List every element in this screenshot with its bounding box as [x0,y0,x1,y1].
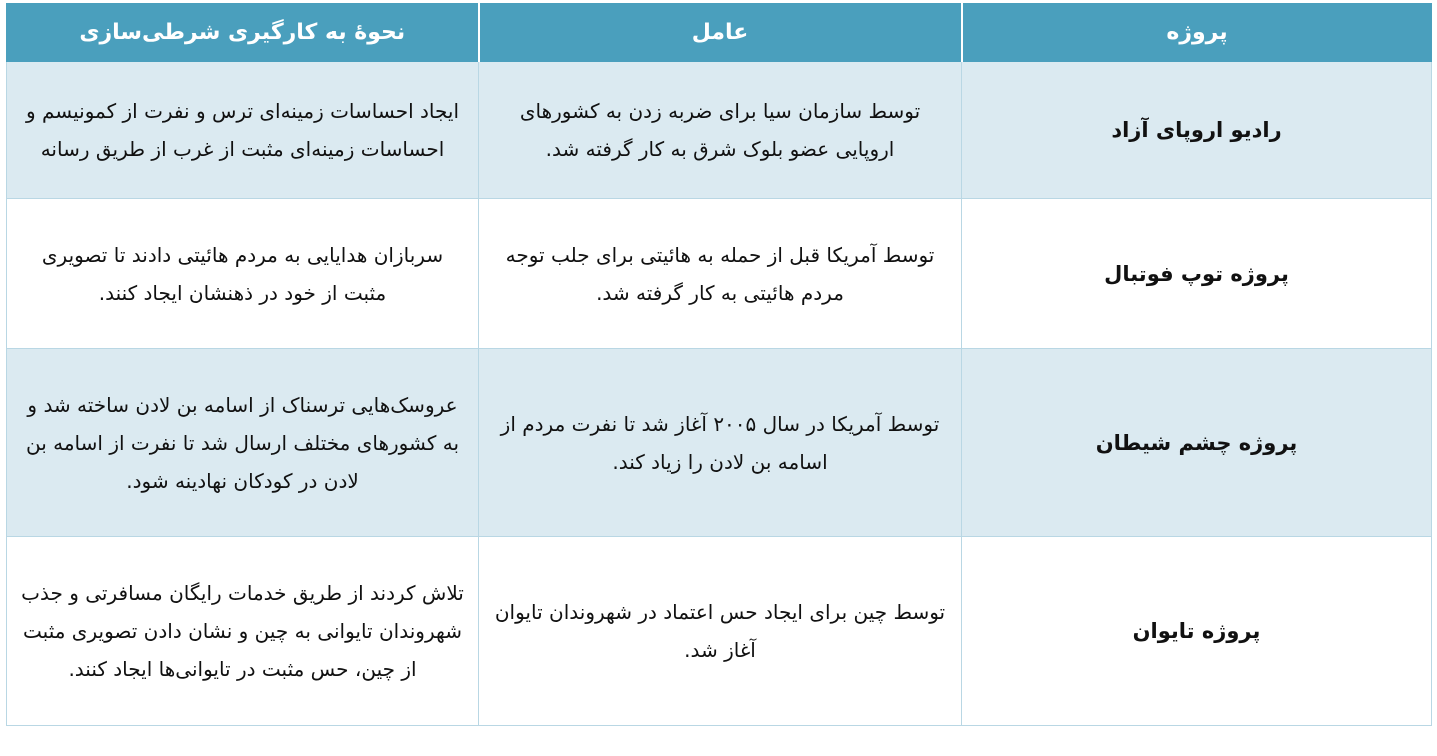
method-description: عروسک‌هایی ترسناک از اسامه بن لادن ساخته شد و به کشورهای مختلف ارسال شد تا نفرت از اسامه بن لادن در کودکان نهادینه شود. [7,349,479,537]
method-description: ایجاد احساسات زمینه‌ای ترس و نفرت از کمونیسم و احساسات زمینه‌ای مثبت از غرب از طریق رسانه [7,62,479,199]
header-agent: عامل [479,4,962,62]
table-row [7,62,1432,199]
table-row [7,537,1432,726]
method-description: سربازان هدایایی به مردم هائیتی دادند تا تصویری مثبت از خود در ذهنشان ایجاد کنند. [7,199,479,349]
method-description: تلاش کردند از طریق خدمات رایگان مسافرتی و جذب شهروندان تایوانی به چین و نشان دادن تصویری مثبت از چین، حس مثبت در تایوانی‌ها ایجاد کنند. [7,537,479,726]
agent-description: توسط چین برای ایجاد حس اعتماد در شهروندان تایوان آغاز شد. [479,537,962,726]
project-name: رادیو اروپای آزاد [962,62,1432,199]
comparison-table-container [6,3,1431,726]
table-row [7,199,1432,349]
header-project: پروژه [962,4,1432,62]
header-method: نحوۀ به کارگیری شرطی‌سازی [7,4,479,62]
conditioning-projects-table [6,3,1432,726]
table-row [7,349,1432,537]
agent-description: توسط آمریکا قبل از حمله به هائیتی برای جلب توجه مردم هائیتی به کار گرفته شد. [479,199,962,349]
agent-description: توسط آمریکا در سال ۲۰۰۵ آغاز شد تا نفرت مردم از اسامه بن لادن را زیاد کند. [479,349,962,537]
project-name: پروژه تایوان [962,537,1432,726]
table-header-row [7,4,1432,62]
project-name: پروژه چشم شیطان [962,349,1432,537]
project-name: پروژه توپ فوتبال [962,199,1432,349]
agent-description: توسط سازمان سیا برای ضربه زدن به کشورهای اروپایی عضو بلوک شرق به کار گرفته شد. [479,62,962,199]
